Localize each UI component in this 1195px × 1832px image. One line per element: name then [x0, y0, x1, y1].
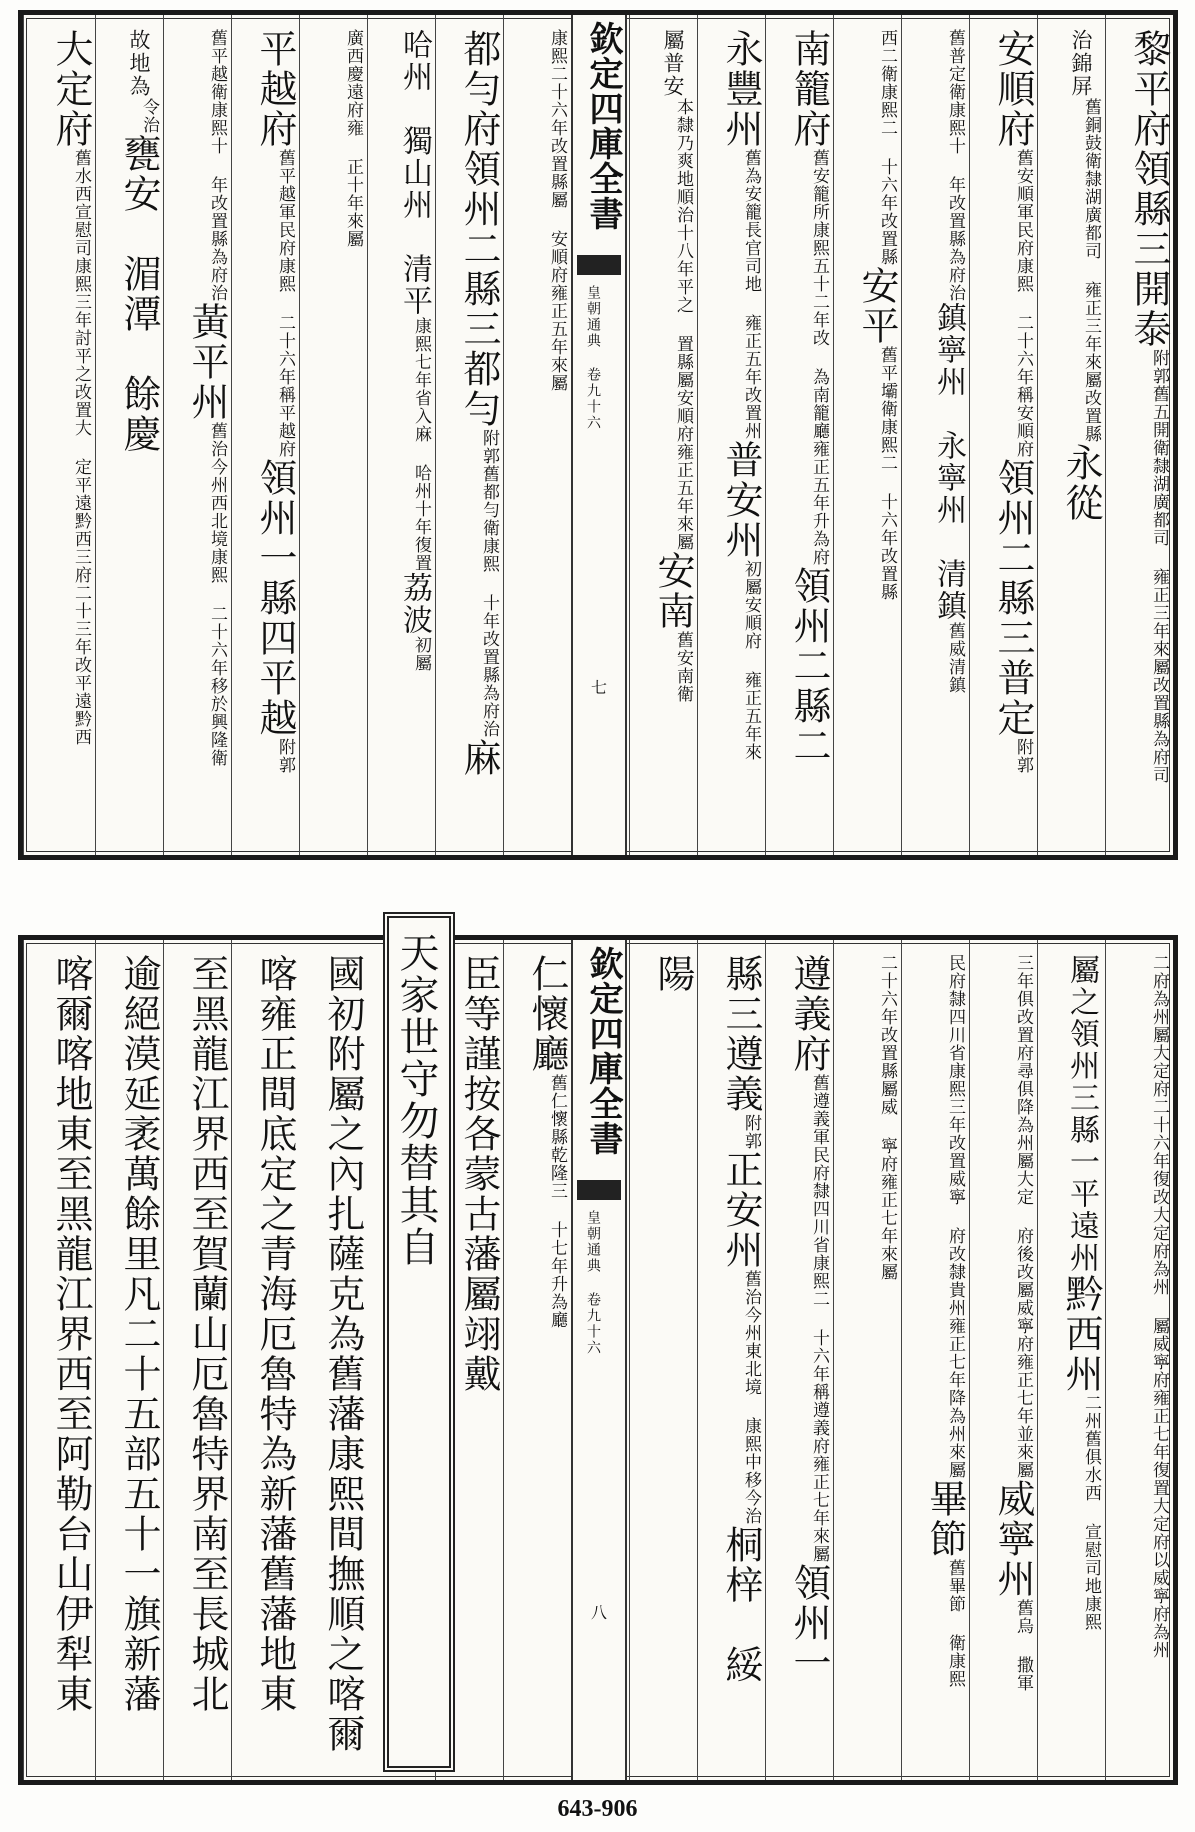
- annotation: 舊平越衛康熙十 年改置縣為府治: [207, 29, 227, 302]
- annotation: 附郭舊五開衛隸湖廣都司 雍正三年來屬改置縣為府司: [1149, 349, 1169, 784]
- annotation: 二十六年改置縣屬威 寧府雍正七年來屬: [877, 954, 897, 1281]
- text-column: [833, 940, 901, 1780]
- main-text: 遵義府: [787, 954, 831, 1074]
- main-text: 永豐州: [719, 29, 763, 149]
- main-text: 治錦屏: [1069, 29, 1093, 98]
- text-column: [697, 940, 765, 1780]
- main-text: 哈州 獨山州 清平: [397, 29, 432, 317]
- annotation: 舊治今州西北境康熙 二十六年移於興隆衛: [207, 422, 227, 767]
- text-column: [95, 940, 163, 1780]
- main-text: 至黑龍江界西至賀蘭山厄魯特界南至長城北: [185, 954, 229, 1714]
- annotation: 舊遵義軍民府隸四川省康熙二 十六年稱遵義府雍正七年來屬: [809, 1074, 829, 1563]
- center-fold: [571, 940, 627, 1780]
- volume-label: 皇朝通典 卷九十六: [585, 285, 601, 431]
- annotation: 本隸乃爽地順治十八年平之 置縣屬安順府雍正五年來屬: [673, 98, 693, 551]
- main-text: 逾絕漠延袤萬餘里凡二十五部五十一旗新藩: [117, 954, 161, 1714]
- text-column: [629, 15, 697, 855]
- text-column: [969, 940, 1037, 1780]
- annotation: 康熙七年省入麻 哈州十年復置: [411, 317, 431, 572]
- text-column: [969, 15, 1037, 855]
- main-text: 永從: [1059, 443, 1103, 523]
- volume-label: 皇朝通典 卷九十六: [585, 1210, 601, 1356]
- main-text: 威寧州: [991, 1479, 1035, 1599]
- main-text: 南籠府: [787, 29, 831, 149]
- text-column: [389, 918, 449, 1766]
- annotation: 舊水西宣慰司康熙三年討平之改置大 定平遠黔西三府二十三年改平遠黔西: [71, 149, 91, 746]
- text-column: [163, 15, 231, 855]
- main-text: 正安州: [719, 1150, 763, 1270]
- main-text: 黃平州: [185, 302, 229, 422]
- text-column: [765, 15, 833, 855]
- main-text: 甕安 湄潭 餘慶: [117, 134, 161, 454]
- main-text: 屬普安: [661, 29, 685, 98]
- main-text: 平越府: [253, 29, 297, 149]
- annotation: 令治: [139, 98, 159, 134]
- annotation: 三年俱改置府尋俱降為州屬大定 府後改屬威寧府雍正七年並來屬: [1013, 954, 1033, 1479]
- leaf-number: 八: [591, 1603, 608, 1622]
- main-text: 都勻府領州二縣三都勻: [457, 29, 501, 429]
- text-column: [901, 940, 969, 1780]
- main-text: 領州二縣二: [787, 566, 831, 766]
- leaf-number: 七: [591, 678, 608, 697]
- main-text: 黔西州: [1059, 1274, 1103, 1394]
- text-column: [23, 940, 95, 1780]
- main-text: 屬之領州三縣一平遠州: [1064, 954, 1099, 1274]
- annotation: 二府為州屬大定府二十六年復改大定府為州 屬威寧府雍正七年復置大定府以威寧府為州: [1149, 954, 1169, 1659]
- top-page: [18, 10, 1178, 860]
- main-text: 喀雍正間底定之青海厄魯特為新藩舊藩地東: [253, 954, 297, 1714]
- text-column: [299, 15, 367, 855]
- annotation: 民府隸四川省康熙三年改置威寧 府改隸貴州雍正七年降為州來屬: [945, 954, 965, 1479]
- annotation: 附郭: [275, 738, 295, 774]
- main-text: 領州二縣三普定: [991, 458, 1035, 738]
- text-column: [901, 15, 969, 855]
- main-text: 鎮寧州 永寧州 清鎮: [931, 302, 966, 622]
- book-title: 欽定四庫全書: [583, 946, 623, 1156]
- main-text: 領州一縣四平越: [253, 458, 297, 738]
- text-column: [629, 940, 697, 1780]
- annotation: 附郭: [1013, 738, 1033, 774]
- main-text: 畢節: [923, 1479, 967, 1559]
- main-text: 普安州: [719, 440, 763, 560]
- main-text: 桐梓 綏: [719, 1525, 763, 1685]
- main-text: 喀爾喀地東至黑龍江界西至阿勒台山伊犁東: [49, 954, 93, 1714]
- fishtail-mark: [577, 255, 621, 275]
- text-column: [503, 15, 571, 855]
- bottom-page: [18, 932, 1178, 1785]
- text-column: [299, 940, 367, 1780]
- text-column: [163, 940, 231, 1780]
- text-column: [697, 15, 765, 855]
- main-text: 黎平府領縣三開泰: [1127, 29, 1171, 349]
- fishtail-mark: [577, 1180, 621, 1200]
- main-text: 麻: [457, 738, 501, 778]
- text-column: [1037, 940, 1105, 1780]
- center-fold: [571, 15, 627, 855]
- elevated-column-box: [383, 912, 455, 1772]
- main-text: 天家世守勿替其自: [393, 932, 439, 1268]
- text-column: [231, 940, 299, 1780]
- main-text: 安順府: [991, 29, 1035, 149]
- annotation: 舊平越軍民府康熙 二十六年稱平越府: [275, 149, 295, 458]
- annotation: 舊平壩衛康熙二 十六年改置縣: [877, 346, 897, 601]
- main-text: 故地為: [127, 29, 151, 98]
- book-title: 欽定四庫全書: [583, 21, 623, 231]
- text-column: [231, 15, 299, 855]
- annotation: 舊安南衛: [673, 631, 693, 703]
- text-column: [435, 15, 503, 855]
- text-column: [367, 15, 435, 855]
- annotation: 康熙二十六年改置縣屬 安順府雍正五年來屬: [547, 29, 567, 392]
- main-text: 陽: [651, 954, 695, 994]
- annotation: 舊安順軍民府康熙 二十六年稱安順府: [1013, 149, 1033, 458]
- text-column: [95, 15, 163, 855]
- annotation: 西二衛康熙二 十六年改置縣: [877, 29, 897, 266]
- text-column: [1105, 940, 1173, 1780]
- main-text: 安平: [855, 266, 899, 346]
- main-text: 縣三遵義: [719, 954, 763, 1114]
- annotation: 附郭舊都勻衛康熙 十年改置縣為府治: [479, 429, 499, 738]
- annotation: 附郭: [741, 1114, 761, 1150]
- main-text: 仁懷廳: [525, 954, 569, 1074]
- text-column: [23, 15, 95, 855]
- main-text: 安南: [651, 551, 695, 631]
- annotation: 舊銅鼓衛隸湖廣都司 雍正三年來屬改置縣: [1081, 98, 1101, 443]
- annotation: 二州舊俱水西 宣慰司地康熙: [1081, 1394, 1101, 1631]
- text-column: [765, 940, 833, 1780]
- text-column: [1105, 15, 1173, 855]
- annotation: 舊畢節 衛康熙: [945, 1559, 965, 1688]
- annotation: 舊安籠所康熙五十二年改 為南籠廳雍正五年升為府: [809, 149, 829, 566]
- annotation: 廣西慶遠府雍 正十年來屬: [343, 29, 363, 248]
- annotation: 初屬安順府 雍正五年來: [741, 560, 761, 761]
- text-column: [1037, 15, 1105, 855]
- main-text: 國初附屬之內扎薩克為舊藩康熙間撫順之喀爾: [321, 954, 365, 1754]
- main-text: 荔波: [397, 572, 432, 636]
- main-text: 領州一: [787, 1563, 831, 1683]
- main-text: 大定府: [49, 29, 93, 149]
- text-column: [503, 940, 571, 1780]
- annotation: 舊為安籠長官司地 雍正五年改置州: [741, 149, 761, 440]
- annotation: 舊治今州東北境 康熙中移今治: [741, 1270, 761, 1525]
- annotation: 舊威清鎮: [945, 622, 965, 694]
- main-text: 臣等謹按各蒙古藩屬翊戴: [457, 954, 501, 1394]
- annotation: 舊普定衛康熙十 年改置縣為府治: [945, 29, 965, 302]
- annotation: 初屬: [411, 636, 431, 672]
- page-reference: 643-906: [557, 1796, 638, 1822]
- text-column: [833, 15, 901, 855]
- annotation: 舊烏 撒軍: [1013, 1599, 1033, 1692]
- annotation: 舊仁懷縣乾隆三 十七年升為廳: [547, 1074, 567, 1329]
